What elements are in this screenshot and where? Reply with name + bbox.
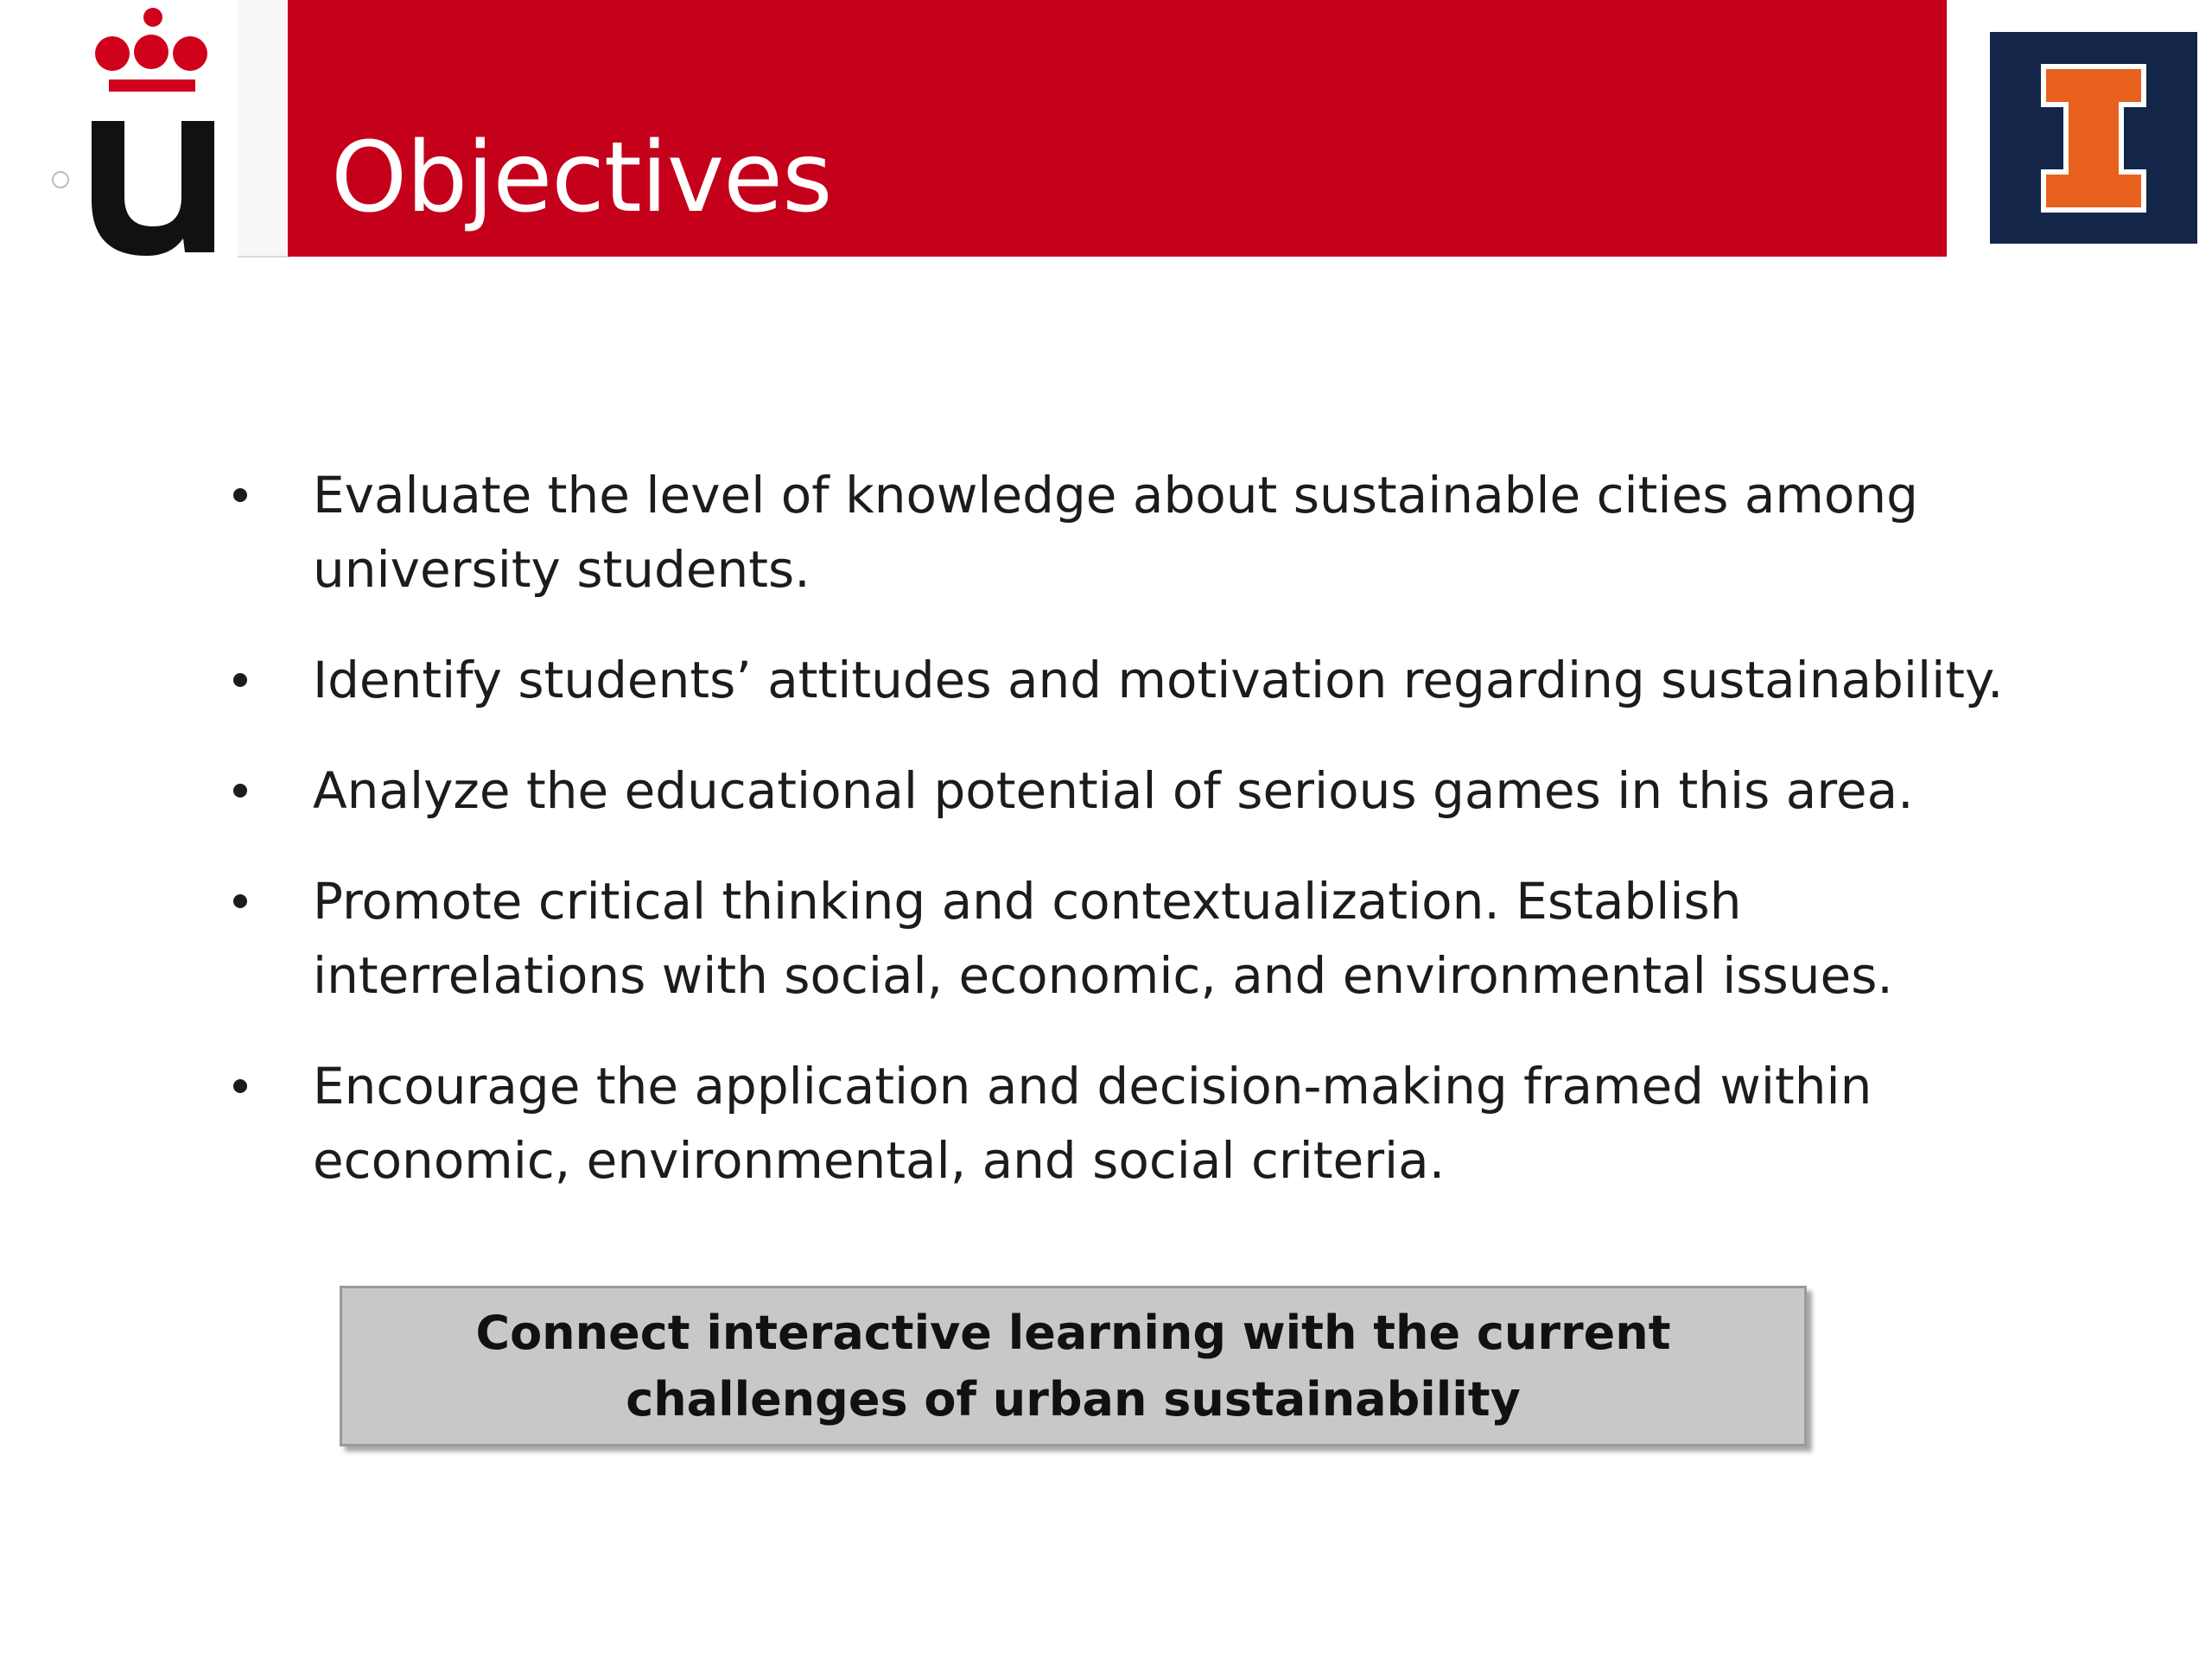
bullet-icon <box>233 488 247 502</box>
objective-text: Encourage the application and decision-making framed within economic, environmental, and social criteria. <box>313 1057 1872 1190</box>
callout-text: Connect interactive learning with the current challenges of urban sustainability <box>475 1306 1671 1427</box>
objectives-list <box>225 458 2056 1234</box>
objective-text: Evaluate the level of knowledge about sustainable cities among university students. <box>313 466 1918 599</box>
list-item <box>225 458 2056 607</box>
bullet-icon <box>233 784 247 798</box>
bullet-icon <box>233 1079 247 1093</box>
bullet-icon <box>233 894 247 908</box>
objective-text: Analyze the educational potential of serious games in this area. <box>313 761 1914 820</box>
title-banner <box>288 0 1947 257</box>
objective-text: Promote critical thinking and contextualization. Establish interrelations with social, economic, and environmental issues. <box>313 872 1893 1005</box>
header-left-panel <box>238 0 288 257</box>
list-item <box>225 643 2056 717</box>
callout-box <box>340 1286 1807 1446</box>
page-title: Objectives <box>331 122 832 234</box>
list-item <box>225 753 2056 828</box>
list-item <box>225 864 2056 1013</box>
list-item <box>225 1049 2056 1198</box>
urjc-logo <box>35 0 242 259</box>
illinois-logo <box>1990 32 2197 244</box>
header-divider <box>238 256 289 257</box>
bullet-icon <box>233 673 247 687</box>
objective-text: Identify students’ attitudes and motivation regarding sustainability. <box>313 651 2004 709</box>
